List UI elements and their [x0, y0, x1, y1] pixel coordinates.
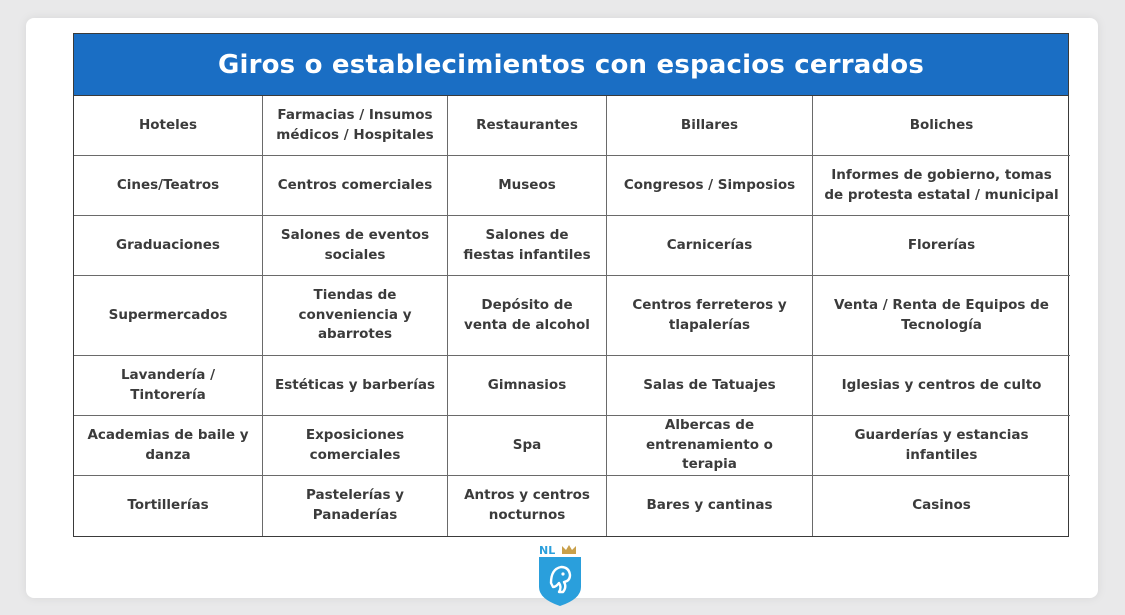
- table-cell: Farmacias / Insumos médicos / Hospitales: [263, 96, 448, 156]
- table-cell: Albercas de entrenamiento o terapia: [607, 416, 813, 476]
- table-cell: Antros y centros nocturnos: [448, 476, 607, 536]
- table-cell: Restaurantes: [448, 96, 607, 156]
- table-cell: Congresos / Simposios: [607, 156, 813, 216]
- table-cell: Spa: [448, 416, 607, 476]
- lion-eye-icon: [561, 572, 564, 575]
- table-cell: Iglesias y centros de culto: [813, 356, 1070, 416]
- table-cell: Carnicerías: [607, 216, 813, 276]
- table-cell: Pastelerías y Panaderías: [263, 476, 448, 536]
- table-cell: Hoteles: [74, 96, 263, 156]
- table-cell: Informes de gobierno, tomas de protesta estatal / municipal: [813, 156, 1070, 216]
- table-cell: Graduaciones: [74, 216, 263, 276]
- table-cell: Supermercados: [74, 276, 263, 356]
- table-cell: Estéticas y barberías: [263, 356, 448, 416]
- crown-icon: [562, 545, 576, 554]
- table-cell: Depósito de venta de alcohol: [448, 276, 607, 356]
- table-cell: Academias de baile y danza: [74, 416, 263, 476]
- table-cell: Salones de eventos sociales: [263, 216, 448, 276]
- slide-card: [26, 18, 1098, 598]
- table-cell: Salas de Tatuajes: [607, 356, 813, 416]
- table-cell: Guarderías y estancias infantiles: [813, 416, 1070, 476]
- nuevo-leon-shield-logo: [537, 543, 583, 607]
- table-cell: Museos: [448, 156, 607, 216]
- table-cell: Boliches: [813, 96, 1070, 156]
- table-cell: Tortillerías: [74, 476, 263, 536]
- table-cell: Lavandería / Tintorería: [74, 356, 263, 416]
- table-cell: Centros comerciales: [263, 156, 448, 216]
- table-cell: Tiendas de conveniencia y abarrotes: [263, 276, 448, 356]
- table-cell: Cines/Teatros: [74, 156, 263, 216]
- table-cell: Centros ferreteros y tlapalerías: [607, 276, 813, 356]
- table-cell: Billares: [607, 96, 813, 156]
- table-cell: Gimnasios: [448, 356, 607, 416]
- table-cell: Casinos: [912, 497, 971, 514]
- shield-icon: [539, 557, 581, 606]
- table-cell: Bares y cantinas: [607, 476, 813, 536]
- table-grid: [74, 96, 1068, 536]
- table-cell: Florerías: [813, 216, 1070, 276]
- table-cell: Venta / Renta de Equipos de Tecnología: [813, 276, 1070, 356]
- establishments-table: [73, 33, 1069, 537]
- logo-text: NL: [539, 544, 556, 557]
- table-cell: Salones de fiestas infantiles: [448, 216, 607, 276]
- table-cell: Exposiciones comerciales: [263, 416, 448, 476]
- table-title: Giros o establecimientos con espacios cerrados: [74, 34, 1068, 96]
